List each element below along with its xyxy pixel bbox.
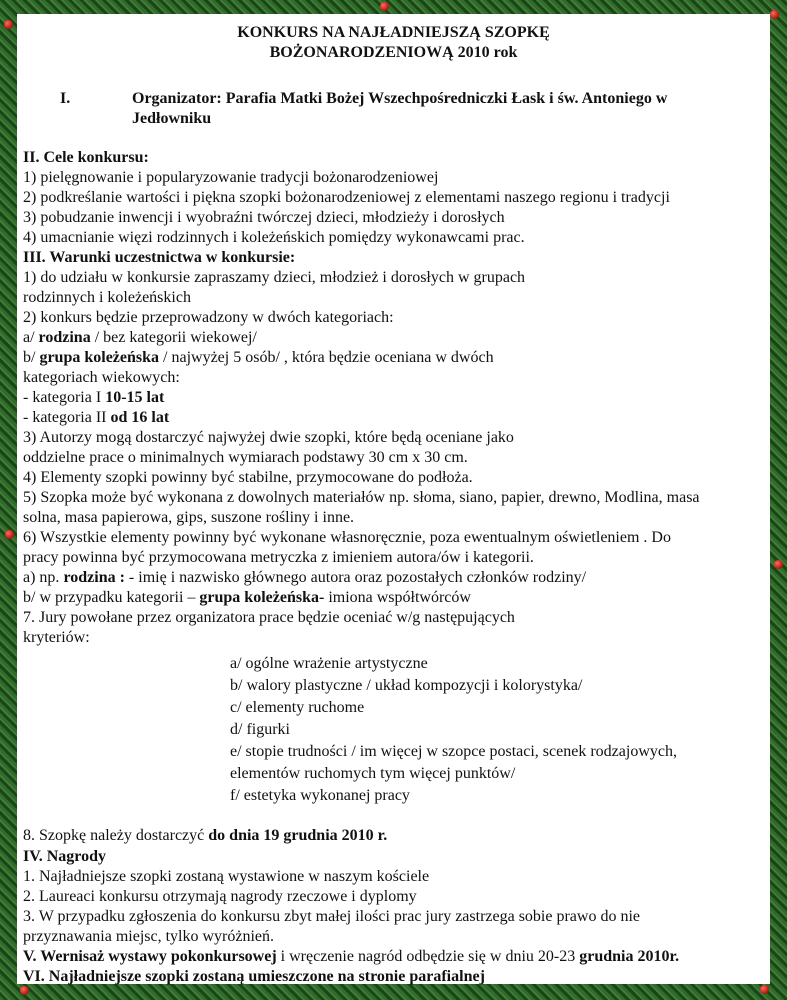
conditions-line: kategoriach wiekowych: [23, 369, 180, 386]
text: - kategoria II [23, 409, 111, 426]
text: b/ w przypadku kategorii – [23, 589, 200, 606]
conditions-line: 3) Autorzy mogą dostarczyć najwyżej dwie szopki, które będą oceniane jako [23, 429, 514, 446]
criterion-item: f/ estetyka wykonanej pracy [230, 787, 410, 804]
text: / najwyżej 5 osób/ , która będzie oceniana w dwóch [159, 349, 494, 366]
criterion-item: e/ stopie trudności / im więcej w szopce postaci, scenek rodzajowych, [230, 743, 677, 760]
conditions-line: kryteriów: [23, 629, 90, 646]
prize-item: przyznawania miejsc, tylko wyróżnień. [23, 928, 275, 945]
conditions-line: 4) Elementy szopki powinny być stabilne, przymocowane do podłoża. [23, 469, 473, 486]
conditions-line: solna, masa papierowa, gips, suszone rośliny i inne. [23, 509, 355, 526]
text-bold: rodzina [38, 329, 91, 346]
organizer-line-2: Jedłowniku [132, 110, 212, 127]
age-category-2 [23, 408, 169, 428]
berry-ornament [380, 2, 389, 11]
conditions-line: 2) konkurs będzie przeprowadzony w dwóch kategoriach: [23, 309, 394, 326]
vernissage-line [23, 947, 679, 967]
text: a/ [23, 329, 39, 346]
age-category-1 [23, 388, 164, 408]
prize-item: 3. W przypadku zgłoszenia do konkursu zbyt małej ilości prac jury zastrzega sobie prawo do nie [23, 908, 640, 925]
conditions-line: pracy powinna być przymocowana metryczka z imieniem autora/ów i kategorii. [23, 549, 534, 566]
criterion-item: a/ ogólne wrażenie artystyczne [230, 655, 428, 672]
title-line-1: KONKURS NA NAJŁADNIEJSZĄ SZOPKĘ [237, 24, 550, 41]
document-page [17, 14, 770, 984]
prize-item: 1. Najładniejsze szopki zostaną wystawione w naszym kościele [23, 868, 430, 885]
berry-ornament [774, 560, 783, 569]
text: imiona współtwórców [324, 589, 471, 606]
text: - kategoria I [23, 389, 106, 406]
text-bold: grupa koleżeńska [39, 349, 160, 366]
organizer-line-1: Organizator: Parafia Matki Bożej Wszechpośredniczki Łask i św. Antoniego w [132, 90, 668, 107]
goal-item: 3) pobudzanie inwencji i wyobraźni twórczej dzieci, młodzieży i dorosłych [23, 209, 505, 226]
berry-ornament [20, 986, 29, 995]
text-bold: grudnia 2010r. [579, 948, 680, 965]
berry-ornament [5, 530, 14, 539]
text: i wręczenie nagród odbędzie się w dniu 20-23 [276, 948, 580, 965]
conditions-line: 7. Jury powołane przez organizatora prace będzie oceniać w/g następujących [23, 609, 515, 626]
criterion-item: elementów ruchomych tym więcej punktów/ [230, 765, 516, 782]
berry-ornament [770, 10, 779, 19]
prize-item: 2. Laureaci konkursu otrzymają nagrody rzeczowe i dyplomy [23, 888, 417, 905]
category-group [23, 348, 494, 368]
prizes-heading: IV. Nagrody [23, 848, 106, 865]
text-bold: V. Wernisaż wystawy pokonkursowej [23, 948, 277, 965]
criterion-item: d/ figurki [230, 721, 290, 738]
conditions-line: 1) do udziału w konkursie zapraszamy dzieci, młodzież i dorosłych w grupach [23, 269, 526, 286]
berry-ornament [4, 20, 13, 29]
text-bold: od 16 lat [110, 409, 170, 426]
goal-item: 4) umacnianie więzi rodzinnych i koleżeńskich pomiędzy wykonawcami prac. [23, 229, 525, 246]
label-example-group [23, 588, 471, 608]
text-bold: rodzina : [63, 569, 125, 586]
category-family [23, 328, 257, 348]
final-line: VI. Najładniejsze szopki zostaną umieszczone na stronie parafialnej [23, 968, 485, 985]
conditions-line: 6) Wszystkie elementy powinny być wykonane własnoręcznie, poza ewentualnym oświetleniem . Do [23, 529, 671, 546]
text: b/ [23, 349, 40, 366]
conditions-heading: III. Warunki uczestnictwa w konkursie: [23, 249, 296, 266]
criterion-item: b/ walory plastyczne / układ kompozycji i kolorystyka/ [230, 677, 583, 694]
organizer-number: I. [60, 90, 71, 107]
conditions-line: 5) Szopka może być wykonana z dowolnych materiałów np. słoma, siano, papier, drewno, Modlina, masa [23, 489, 700, 506]
label-example-family [23, 568, 586, 588]
goals-heading: II. Cele konkursu: [23, 149, 149, 166]
text: 8. Szopkę należy dostarczyć [23, 827, 209, 844]
text-bold: 10-15 lat [105, 389, 165, 406]
conditions-line: oddzielne prace o minimalnych wymiarach podstawy 30 cm x 30 cm. [23, 449, 468, 466]
berry-ornament [760, 985, 769, 994]
criterion-item: c/ elementy ruchome [230, 699, 365, 716]
text: - imię i nazwisko głównego autora oraz pozostałych członków rodziny/ [124, 569, 587, 586]
conditions-line: rodzinnych i koleżeńskich [23, 289, 191, 306]
text-bold: do dnia 19 grudnia 2010 r. [208, 827, 388, 844]
text: a) np. [23, 569, 64, 586]
goal-item: 2) podkreślanie wartości i piękna szopki bożonarodzeniowej z elementami naszego regionu i tradycji [23, 189, 670, 206]
text: / bez kategorii wiekowej/ [90, 329, 257, 346]
text-bold: grupa koleżeńska- [199, 589, 325, 606]
title-line-2: BOŻONARODZENIOWĄ 2010 rok [269, 44, 518, 61]
goal-item: 1) pielęgnowanie i popularyzowanie tradycji bożonarodzeniowej [23, 169, 439, 186]
deadline-line [23, 826, 387, 846]
